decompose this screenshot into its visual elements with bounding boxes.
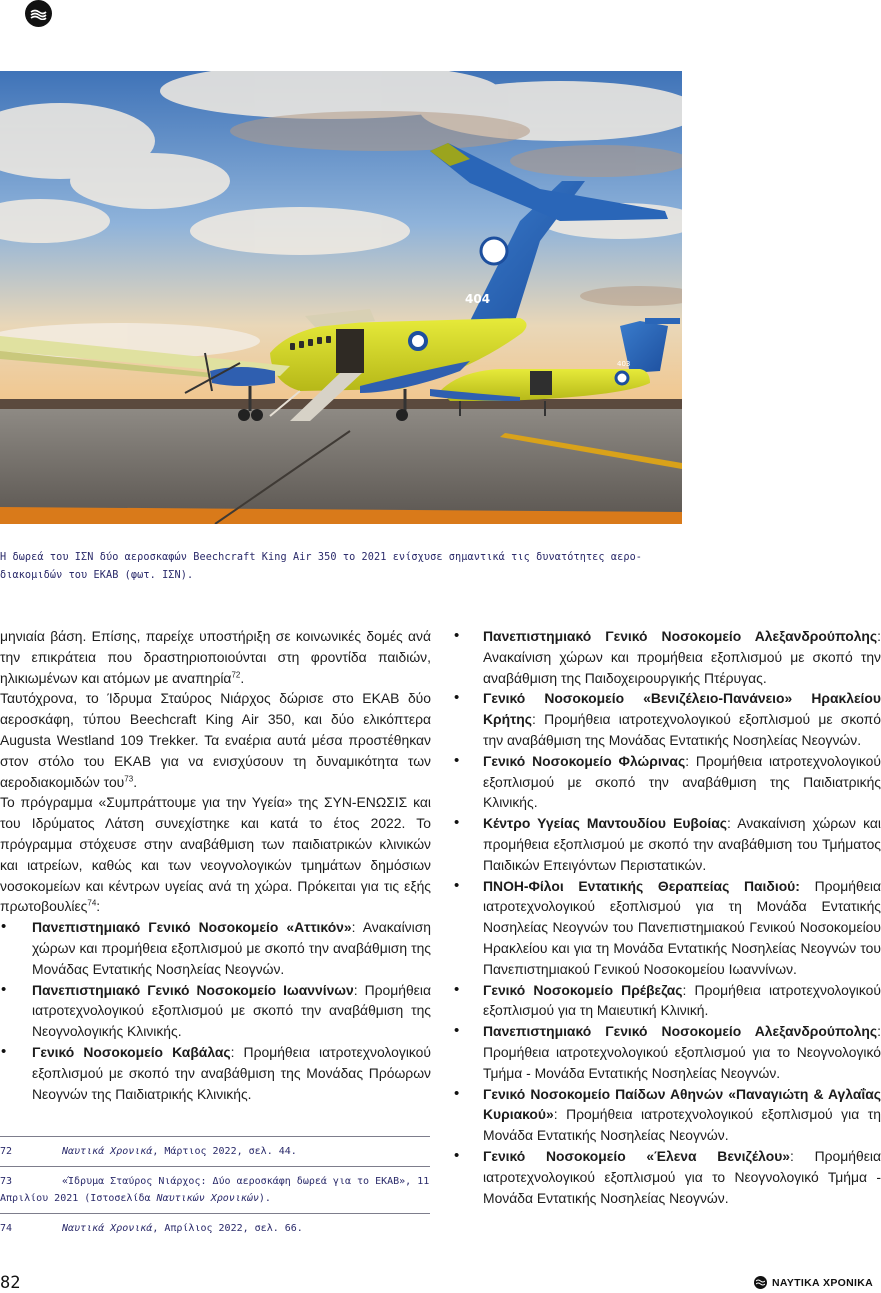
list-item: • Γενικό Νοσοκομείο «Βενιζέλειο-Πανάνειο» Ηρακλείου Κρήτης: Προμήθεια ιατροτεχνολογικού εξοπλισμού με σκοπό την αναβάθμιση της Μονάδας Εντατικής Νοσηλείας Νεογνών. bbox=[454, 689, 881, 748]
caption-line-1: Η δωρεά του ΙΣΝ δύο αεροσκαφών Beechcraft King Air 350 το 2021 ενίσχυσε σημαντικά τις δυνατότητες αερο- bbox=[0, 552, 643, 563]
footnote-73: 73 «Ίδρυμα Σταύρος Νιάρχος: Δύο αεροσκάφη δωρεά για το ΕΚΑΒ», 11 Απριλίου 2021 (Ιστοσελίδα Ναυτικών Χρονικών). bbox=[0, 1166, 430, 1207]
right-column bbox=[453, 626, 881, 1208]
footnote-number: 74 bbox=[0, 1223, 13, 1234]
bullet-icon: • bbox=[1, 918, 7, 936]
bullet-icon: • bbox=[1, 980, 7, 998]
brand-logo-icon bbox=[754, 1276, 767, 1289]
bullet-icon: • bbox=[454, 1084, 460, 1102]
footnote-number: 72 bbox=[0, 1146, 13, 1157]
bullet-icon: • bbox=[454, 627, 460, 644]
footnote-ref-73[interactable]: 73 bbox=[124, 773, 134, 783]
list-item: • Γενικό Νοσοκομείο Φλώρινας: Προμήθεια ιατροτεχνολογικού εξοπλισμού με σκοπό την αναβάθμιση της Παιδιατρικής Κλινικής. bbox=[454, 751, 881, 811]
photo-caption bbox=[0, 549, 684, 584]
aircraft-photo bbox=[0, 71, 682, 524]
brand-name: ΝΑΥΤΙΚΑ ΧΡΟΝΙΚΑ bbox=[772, 1276, 873, 1289]
footnote-ref-72[interactable]: 72 bbox=[231, 669, 241, 679]
paragraph-2: Ταυτόχρονα, το Ίδρυμα Σταύρος Νιάρχος δώρισε στο ΕΚΑΒ δύο αεροσκάφη, τύπου Beechcraft King Air 350, και δύο ελικόπτερα Augusta Westland 109 Trekker. Τα εναέρια αυτά μέσα προστέθηκαν στον στόλο του ΕΚΑΒ για να ενισχύσουν τη δυναμικότητα των αεροδιακομιδών του$^{73}$. bbox=[0, 690, 431, 790]
tail-number-back: 403 bbox=[617, 360, 631, 368]
list-item: • Γενικό Νοσοκομείο «Έλενα Βενιζέλου»: Προμήθεια ιατροτεχνολογικού εξοπλισμού για το Νεογνολογικό Τμήμα - Μονάδα Εντατικής Νοσηλείας Νεογνών. bbox=[454, 1146, 881, 1206]
list-item: • Πανεπιστημιακό Γενικό Νοσοκομείο «Αττικόν»: Ανακαίνιση χώρων και προμήθεια εξοπλισμού με σκοπό την αναβάθμιση της Μονάδας Εντατικής Νοσηλείας Νεογνών. bbox=[1, 918, 431, 977]
bullet-icon: • bbox=[1, 1042, 7, 1060]
initiatives-list-left bbox=[0, 917, 431, 1104]
bullet-icon: • bbox=[454, 814, 460, 832]
list-item: • Πανεπιστημιακό Γενικό Νοσοκομείο Αλεξανδρούπολης: Ανακαίνιση χώρων και προμήθεια εξοπλισμού με σκοπό την αναβάθμιση της Παιδοχειρουργικής Πτέρυγας. bbox=[454, 627, 881, 686]
bullet-icon: • bbox=[454, 1022, 460, 1040]
bullet-icon: • bbox=[454, 980, 460, 998]
tail-number-front: 404 bbox=[465, 292, 491, 306]
magazine-logo-icon bbox=[25, 0, 52, 27]
caption-line-2: διακομιδών του ΕΚΑΒ (φωτ. ΙΣΝ). bbox=[0, 569, 194, 581]
paragraph-1: μηνιαία βάση. Επίσης, παρείχε υποστήριξη σε κοινωνικές δομές ανά την επικράτεια που δραστηριοποιούνται στη φροντίδα παιδιών, ηλικιωμένων και ατόμων με αναπηρία$^{72}$. bbox=[0, 628, 431, 686]
footnotes bbox=[0, 1136, 430, 1237]
list-item: • Γενικό Νοσοκομείο Καβάλας: Προμήθεια ιατροτεχνολογικού εξοπλισμού με σκοπό την αναβάθμιση της Μονάδας Πρόωρων Νεογνών της Παιδιατρικής Κλινικής. bbox=[1, 1042, 431, 1102]
bullet-icon: • bbox=[454, 876, 460, 894]
logo-waves-icon bbox=[30, 8, 47, 20]
footnote-74: 74 Ναυτικά Χρονικά, Απρίλιος 2022, σελ. 66. bbox=[0, 1213, 430, 1237]
left-column bbox=[0, 626, 431, 1104]
footnote-number: 73 bbox=[0, 1176, 13, 1187]
bullet-icon: • bbox=[454, 689, 460, 707]
initiatives-list-right bbox=[453, 626, 881, 1208]
list-item: • Γενικό Νοσοκομείο Πρέβεζας: Προμήθεια ιατροτεχνολογικού εξοπλισμού για τη Μαιευτική Κλινική. bbox=[454, 980, 881, 1019]
list-item: • ΠΝΟΗ-Φίλοι Εντατικής Θεραπείας Παιδιού: Προμήθεια ιατροτεχνολογικού εξοπλισμού για τη Μονάδα Εντατικής Νοσηλείας Νεογνών του Πανεπιστημιακού Γενικού Νοσοκομείου Ηρακλείου και για τη Μονάδα Εντατικής Νοσηλείας Νεογνών του Πανεπιστημιακού Γενικού Νοσοκομείου Ιωαννίνων. bbox=[454, 876, 881, 977]
bullet-icon: • bbox=[454, 1146, 460, 1164]
footnote-72: 72 Ναυτικά Χρονικά, Μάρτιος 2022, σελ. 44. bbox=[0, 1136, 430, 1160]
brand-footer bbox=[754, 1276, 873, 1289]
paragraph-3: Το πρόγραμμα «Συμπράττουμε για την Υγεία» της ΣΥΝ-ΕΝΩΣΙΣ και του Ιδρύματος Λάτση συνεχίστηκε και κατά το έτος 2022. Το πρόγραμμα στόχευσε στην αναβάθμιση των παιδιατρικών κλινικών και ιατρείων, καθώς και των νεογνολογικών τμημάτων δημόσιων νοσοκομείων και κέντρων υγείας ανά τη χώρα. Πρόκειται για τις εξής πρωτοβουλίες$^{74}$: bbox=[0, 794, 431, 915]
bullet-icon: • bbox=[454, 751, 460, 769]
list-item: • Γενικό Νοσοκομείο Παίδων Αθηνών «Παναγιώτη & Αγλαΐας Κυριακού»: Προμήθεια ιατροτεχνολογικού εξοπλισμού για τη Μονάδα Εντατικής Νοσηλείας Νεογνών. bbox=[454, 1084, 881, 1144]
list-item: • Πανεπιστημιακό Γενικό Νοσοκομείο Αλεξανδρούπολης: Προμήθεια ιατροτεχνολογικού εξοπλισμού για το Νεογνολογικό Τμήμα - Μονάδα Εντατικής Νοσηλείας Νεογνών. bbox=[454, 1022, 881, 1081]
footnote-ref-74[interactable]: 74 bbox=[87, 898, 97, 908]
list-item: • Πανεπιστημιακό Γενικό Νοσοκομείο Ιωαννίνων: Προμήθεια ιατροτεχνολογικού εξοπλισμού με σκοπό την αναβάθμιση της Νεογνολογικής Κλινικής. bbox=[1, 980, 431, 1040]
page-number: 82 bbox=[0, 1273, 21, 1293]
list-item: • Κέντρο Υγείας Μαντουδίου Ευβοίας: Ανακαίνιση χώρων και προμήθεια εξοπλισμού με σκοπό την αναβάθμιση του Τμήματος Παιδικών Επειγόντων Περιστατικών. bbox=[454, 814, 881, 873]
